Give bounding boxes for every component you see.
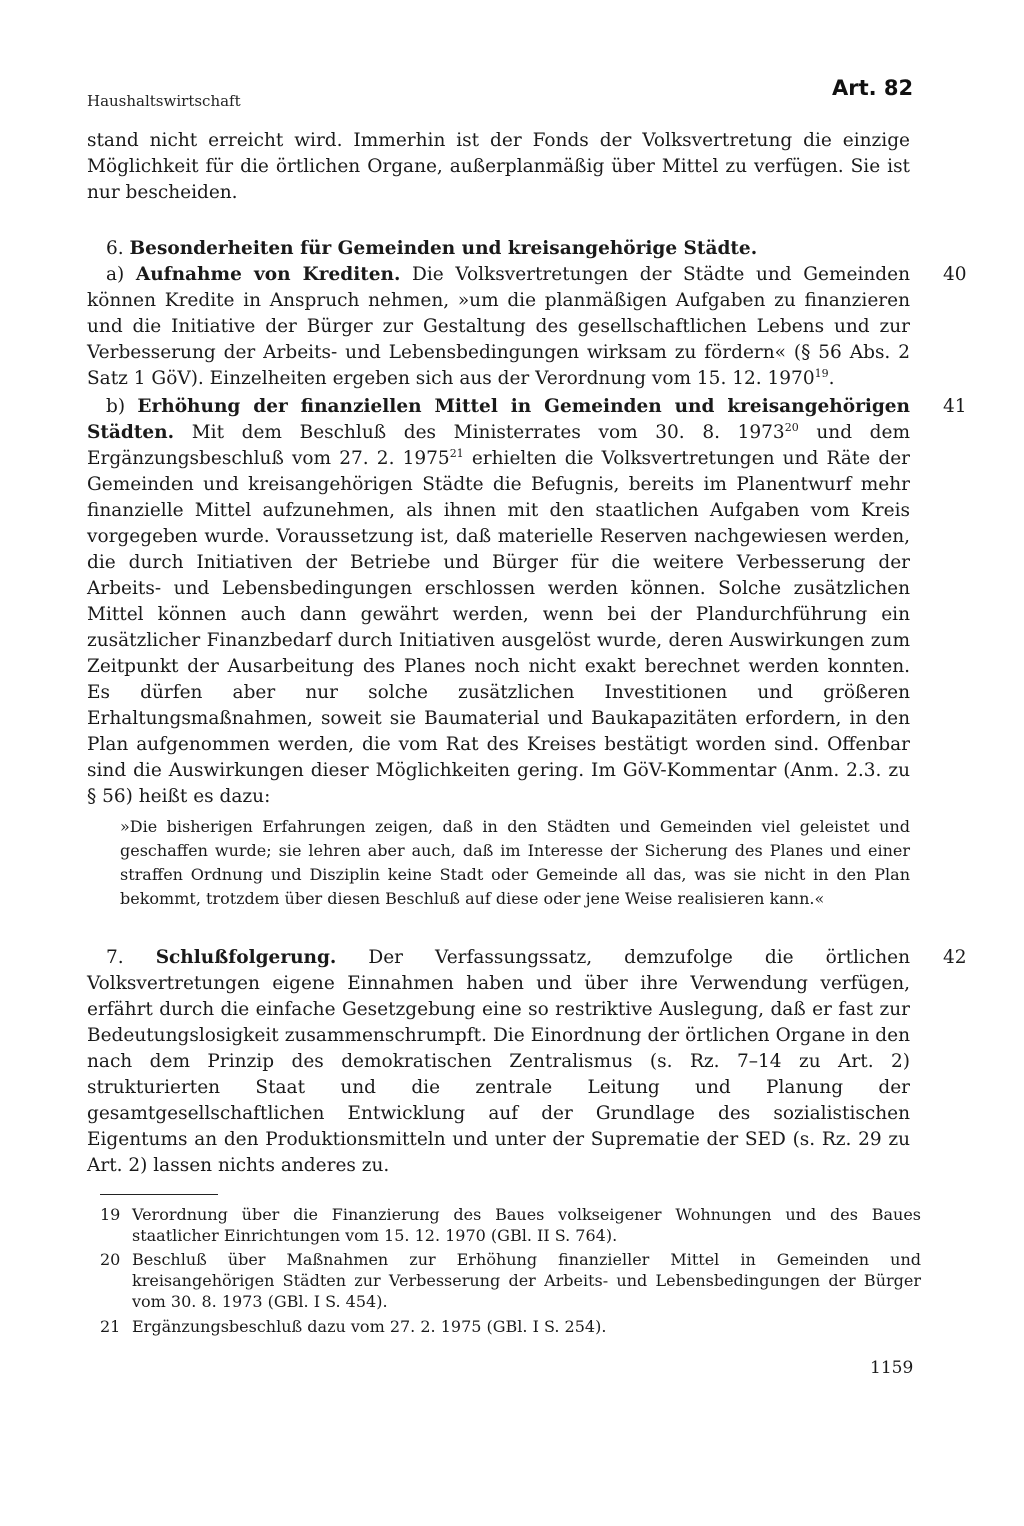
footnote-text: Verordnung über die Finanzierung des Baues volkseigener Wohnungen und des Baues staatlicher Einrichtungen vom 15. 12. 1970 (GBl. II S. 764).: [132, 1205, 921, 1245]
footnote-text: Ergänzungsbeschluß dazu vom 27. 2. 1975 (GBl. I S. 254).: [132, 1317, 607, 1336]
section-6-number: 6.: [106, 238, 124, 259]
page-number: 1159: [870, 1358, 914, 1378]
paragraph-6b-text-1: Mit dem Beschluß des Ministerrates vom 30. 8. 1973: [191, 422, 785, 443]
section-6-title: Besonderheiten für Gemeinden und kreisangehörige Städte.: [129, 238, 758, 259]
footnote-20: [100, 1249, 923, 1312]
block-quote: »Die bisherigen Erfahrungen zeigen, daß in den Städten und Gemeinden viel geleistet und geschaffen wurde; sie lehren aber auch, daß im Interesse der Sicherung des Planes und einer straffen Ordnung und Disziplin keine Stadt oder Gemeinde all das, was sie nicht in den Plan bekommt, trotzdem über diesen Beschluß auf diese oder jene Weise realisieren kann.«: [120, 817, 910, 908]
footnote-ref-21: 21: [449, 447, 464, 460]
section-6-heading: [106, 236, 757, 262]
paragraph-6b-text-3: erhielten die Volksvertretungen und Räte der Gemeinden und kreisangehörigen Städte die Befugnis, bereits im Planentwurf mehr finanzielle Mittel aufzunehmen, als ihnen mit den staatlichen Aufgaben vom Kreis vorgegeben wurde. Voraussetzung ist, daß materielle Reserven nachgewiesen werden, die durch Initiativen der Betriebe und Bürger für die weitere Verbesserung der Arbeits- und Lebensbedingungen erschlossen werden können. Solche zusätzlichen Mittel können auch dann gewährt werden, wenn bei der Plandurchführung ein zusätzlicher Finanzbedarf durch Initiativen ausgelöst wurde, deren Auswirkungen zum Zeitpunkt der Ausarbeitung des Planes noch nicht exakt berechnet werden konnten. Es dürfen aber nur solche zusätzlichen Investitionen und größeren Erhaltungsmaßnahmen, soweit sie Baumaterial und Baukapazitäten erfordern, in den Plan aufgenommen werden, die vom Rat des Kreises bestätigt worden sind. Offenbar sind die Auswirkungen dieser Möglichkeiten gering. Im GöV-Kommentar (Anm. 2.3. zu § 56) heißt es dazu:: [87, 448, 911, 807]
footnote-ref-19: 19: [814, 367, 829, 380]
paragraph-6b-title: Erhöhung der finanziellen Mittel in Gemeinden und kreisangehörigen Städten.: [87, 396, 910, 443]
paragraph-6b: [87, 394, 910, 810]
footnote-separator: [100, 1194, 218, 1195]
footnote-number: 21: [100, 1317, 121, 1336]
margin-number-40: 40: [943, 264, 967, 285]
paragraph-intro: stand nicht erreicht wird. Immerhin ist der Fonds der Volksvertretung die einzige Möglichkeit für die örtlichen Organe, außerplanmäßig über Mittel zu verfügen. Sie ist nur bescheiden.: [87, 130, 910, 203]
paragraph-6a-text: Die Volksvertretungen der Städte und Gemeinden können Kredite in Anspruch nehmen, »um die planmäßigen Aufgaben zu finanzieren und die Initiative der Bürger zur Gestaltung des gesellschaftlichen Lebens und zur Verbesserung der Arbeits- und Lebensbedingungen wirksam zu fördern« (§ 56 Abs. 2 Satz 1 GöV). Einzelheiten ergeben sich aus der Verordnung vom 15. 12. 1970: [87, 264, 910, 389]
section-7-title: Schlußfolgerung.: [155, 947, 337, 968]
footnote-text: Beschluß über Maßnahmen zur Erhöhung finanzieller Mittel in Gemeinden und kreisangehörigen Städten zur Verbesserung der Arbeits- und Lebensbedingungen der Bürger vom 30. 8. 1973 (GBl. I S. 454).: [132, 1250, 921, 1311]
paragraph-6b-text-2: und dem Ergänzungsbeschluß vom 27. 2. 1975: [87, 422, 911, 469]
paragraph-6a-marker: a): [106, 264, 125, 285]
footnote-21: [100, 1316, 923, 1337]
paragraph-7-text: Der Verfassungssatz, demzufolge die örtlichen Volksvertretungen eigene Einnahmen haben und über ihre Verwendung verfügen, erfährt durch die einfache Gesetzgebung eine so restriktive Auslegung, daß er fast zur Bedeutungslosigkeit zusammenschrumpft. Die Einordnung der örtlichen Organe in den nach dem Prinzip des demokratischen Zentralismus (s. Rz. 7–14 zu Art. 2) strukturierten Staat und die zentrale Leitung und Planung der gesamtgesellschaftlichen Entwicklung auf der Grundlage des sozialistischen Eigentums an den Produktionsmitteln und unter der Suprematie der SED (s. Rz. 29 zu Art. 2) lassen nichts anderes zu.: [87, 947, 910, 1176]
paragraph-6a-title: Aufnahme von Krediten.: [135, 264, 401, 285]
paragraph-6b-marker: b): [106, 396, 126, 417]
footnote-number: 20: [100, 1250, 121, 1269]
running-header-article: Art. 82: [832, 76, 914, 100]
running-header-section: Haushaltswirtschaft: [87, 92, 241, 110]
margin-number-42: 42: [943, 947, 967, 968]
margin-number-41: 41: [943, 396, 967, 417]
paragraph-6a: [87, 262, 910, 392]
footnote-ref-20: 20: [784, 421, 799, 434]
paragraph-6a-end: .: [828, 368, 835, 389]
footnote-number: 19: [100, 1205, 121, 1224]
paragraph-7: [87, 945, 910, 1179]
section-7-number: 7.: [106, 947, 124, 968]
footnote-19: [100, 1204, 923, 1246]
